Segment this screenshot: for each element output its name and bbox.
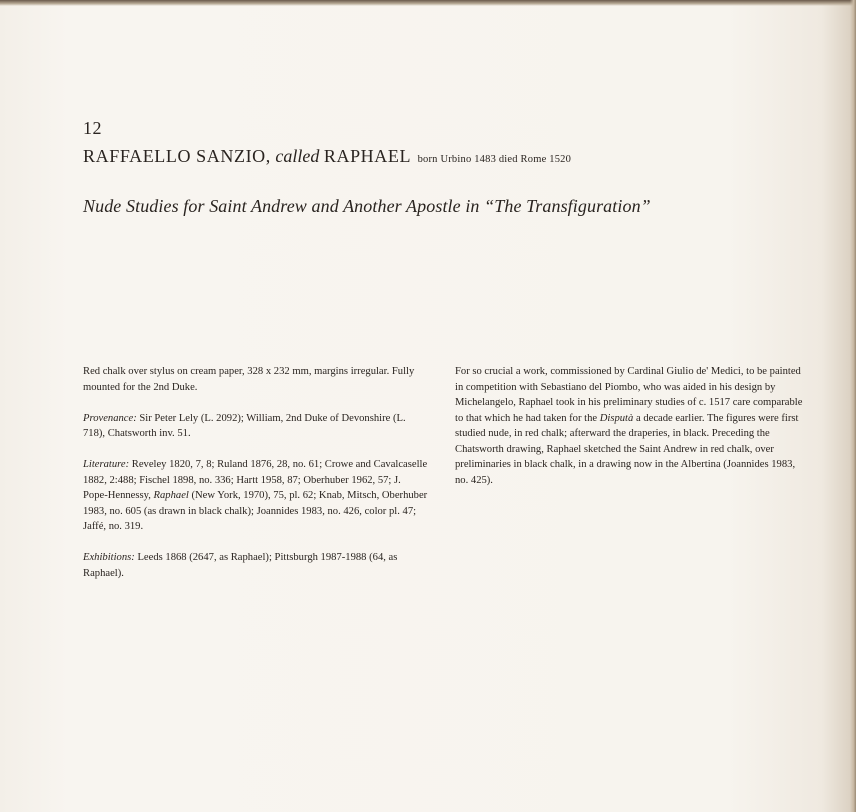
exhibitions-text: Leeds 1868 (2647, as Raphael); Pittsburgh 1987-1988 (64, as Raphael). [83,552,398,579]
exhibitions-section [83,550,428,581]
artist-called: called [275,146,320,166]
commentary-paragraph [455,364,805,488]
literature-text-1: Reveley 1820, 7, 8; Ruland 1876, 28, no. 61; Crowe and Cavalcaselle 1882, 2:488; Fischel 1898, no. 336; Hartt 1958, 87; Oberhuber 1962, 57; J. Pope-Hennessy, [83,459,428,501]
artist-name-start: RAFFAELLO SANZIO, [83,146,271,166]
commentary-text-2: a decade earlier. The figures were first studied nude, in red chalk; afterward the draperies, in black. Preceding the Chatsworth drawing, Raphael sketched the Saint Andrew in red chalk, over preliminaries in black chalk, in a drawing now in the Albertina (Joannides 1983, no. 425). [455,412,799,486]
exhibitions-label: Exhibitions: [83,552,135,563]
catalogue-entry-commentary [455,364,805,504]
catalogue-entry-details [83,364,428,597]
work-title: Nude Studies for Saint Andrew and Another Apostle in “The Transfiguration” [83,196,651,216]
literature-text-2: (New York, 1970), 75, pl. 62; Knab, Mitsch, Oberhuber 1983, no. 605 (as drawn in black chalk); Joannides 1983, no. 426, color pl. 47; Jaffé, no. 319. [83,490,428,532]
provenance-section [83,411,428,442]
commentary-italic-title: Disputà [599,412,634,424]
artist-name-end: RAPHAEL [323,146,412,166]
page-gutter-edge [850,0,856,812]
provenance-label: Provenance: [83,412,137,424]
page-top-edge [0,0,856,6]
catalogue-number: 12 [83,118,102,138]
artist-dates: born Urbino 1483 died Rome 1520 [417,154,572,165]
medium-description: Red chalk over stylus on cream paper, 328 x 232 mm, margins irregular. Fully mounted for the 2nd Duke. [83,366,415,393]
literature-section [83,457,428,535]
artist-heading [83,146,571,167]
commentary-text-1: For so crucial a work, commissioned by Cardinal Giulio de' Medici, to be painted in competition with Sebastiano del Piombo, who was aided in his design by Michelangelo, Raphael took in his preliminary studies of c. 1517 care comparable to that which he had taken for the [455,366,803,424]
literature-label: Literature: [83,459,130,470]
literature-italic-title: Raphael [153,490,189,501]
provenance-text: Sir Peter Lely (L. 2092); William, 2nd Duke of Devonshire (L. 718), Chatsworth inv. 51. [83,412,406,439]
